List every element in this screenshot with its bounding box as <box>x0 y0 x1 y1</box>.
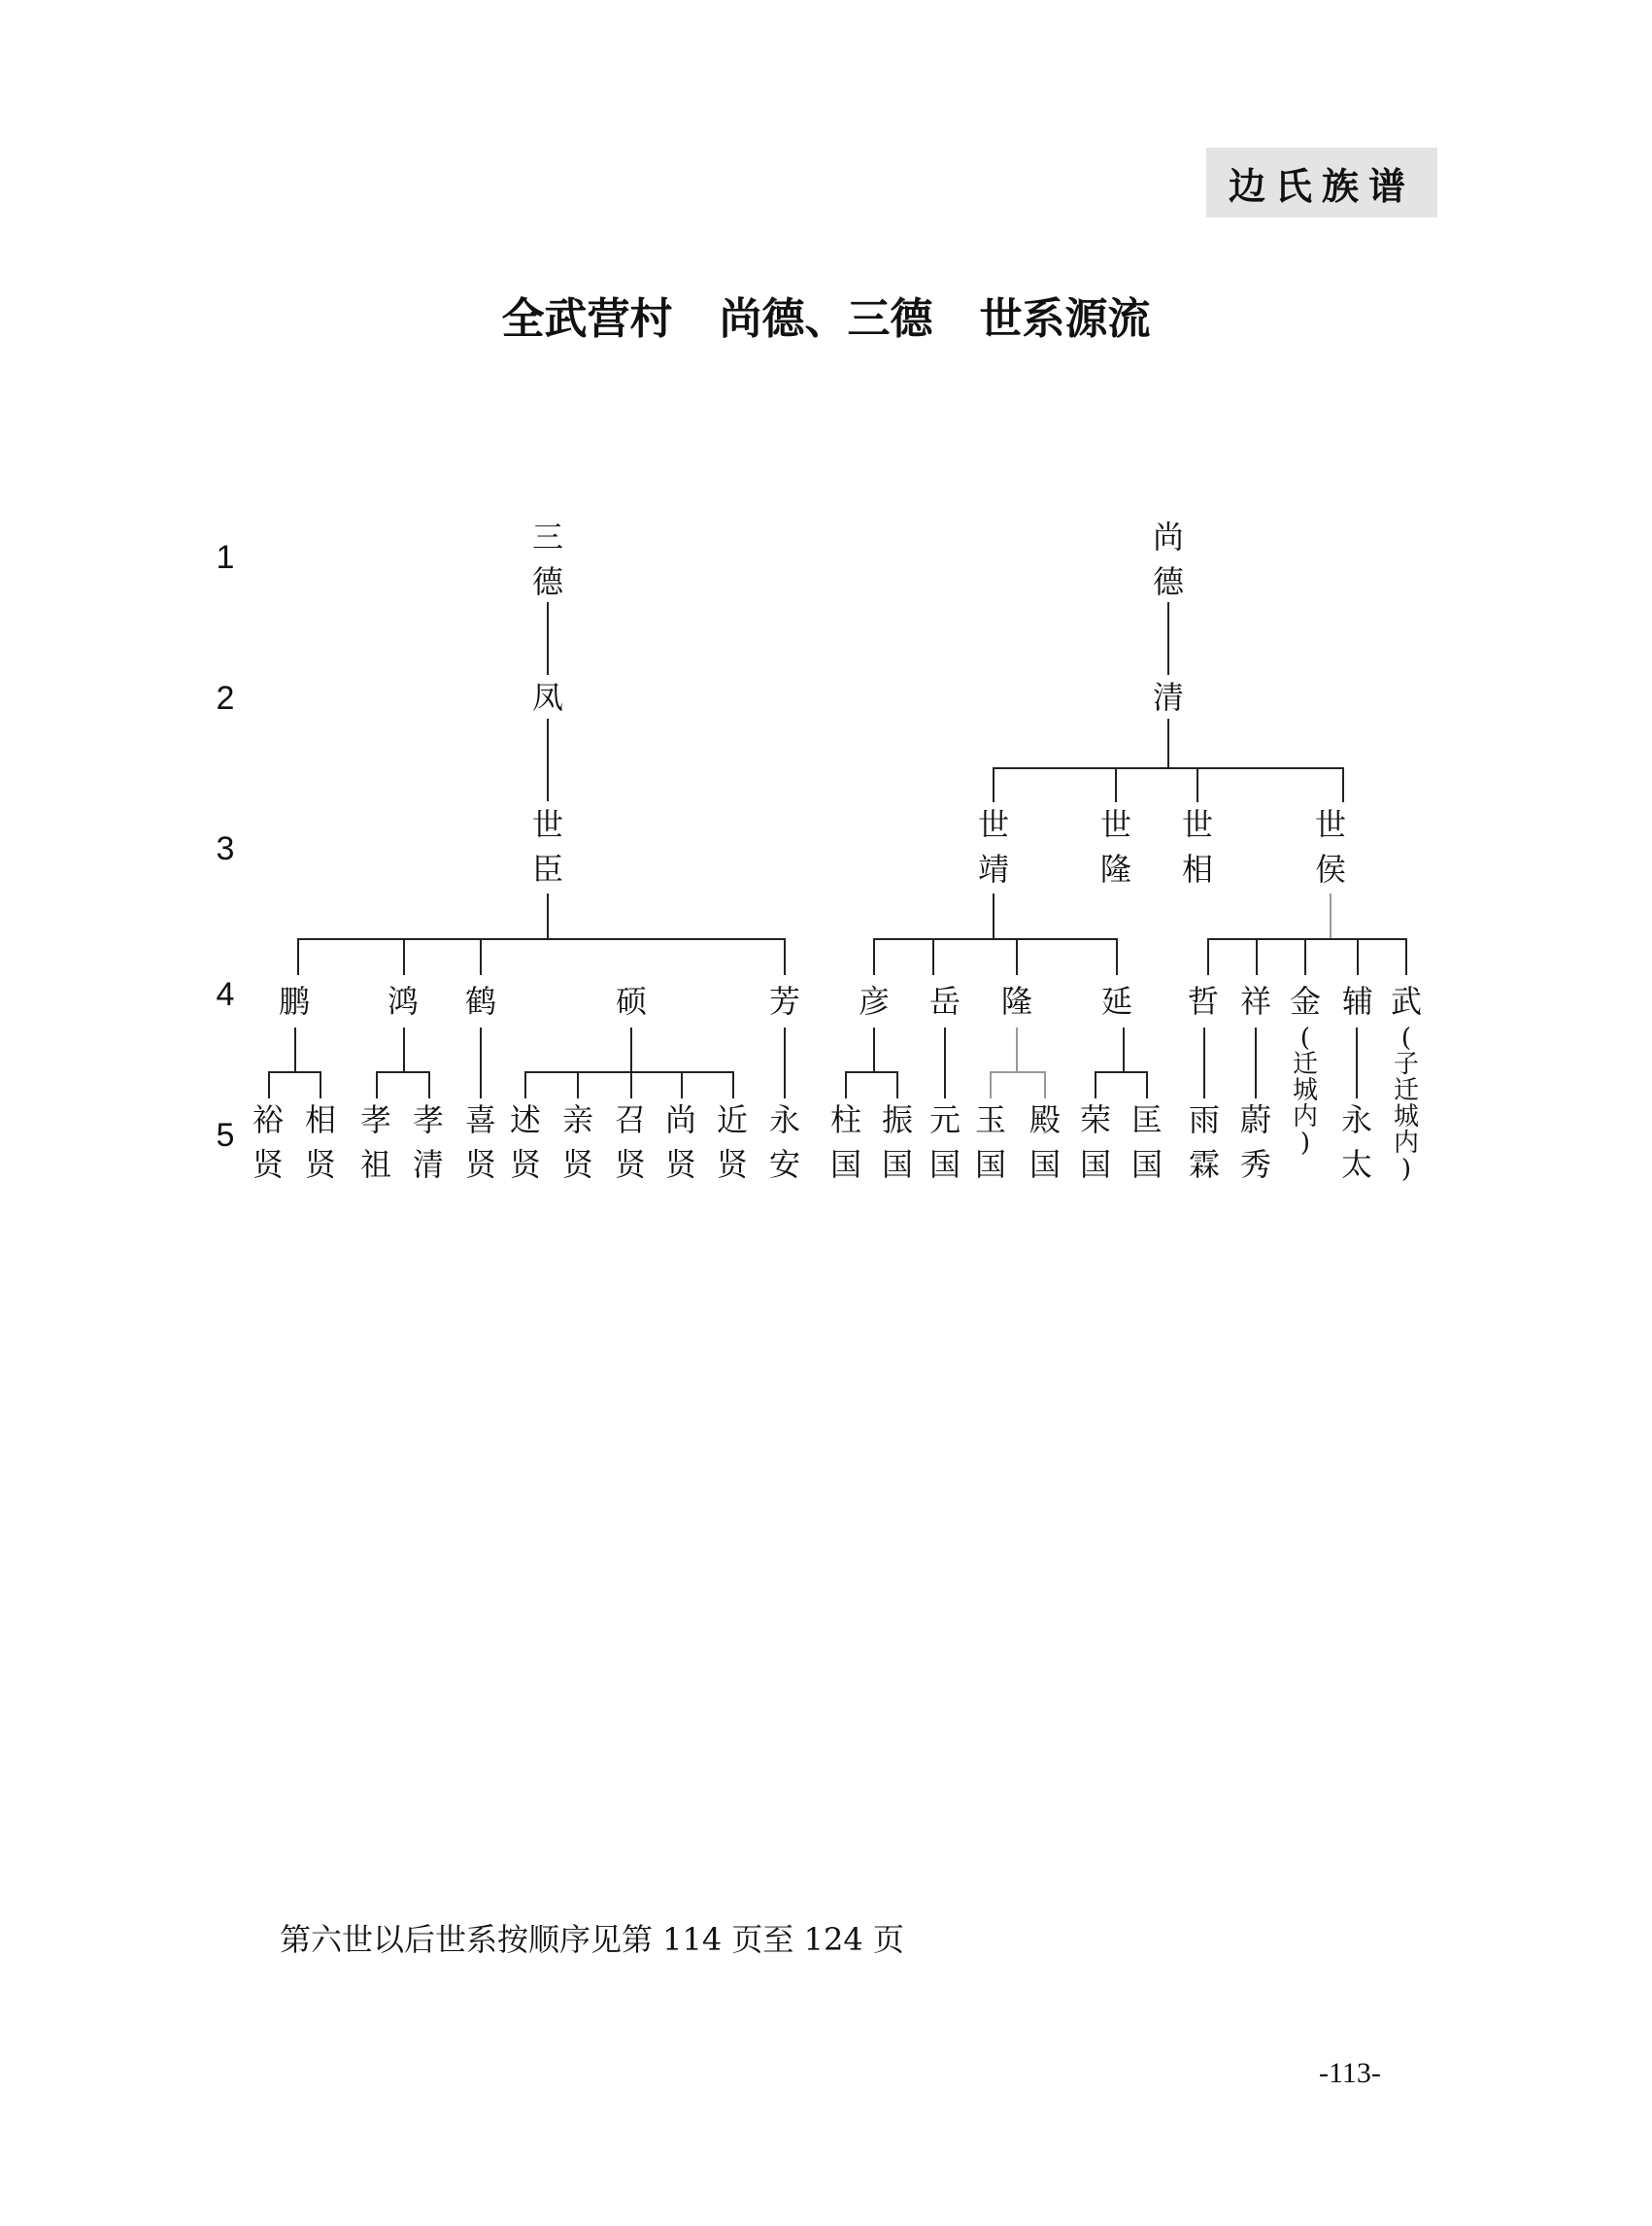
person-fang: 芳 <box>768 983 800 1020</box>
connector-line <box>547 602 549 675</box>
book-header: 边氏族谱 <box>1206 148 1437 218</box>
connector-line <box>268 1071 270 1098</box>
connector-line <box>732 1071 734 1098</box>
person-yu-lin: 雨 霖 <box>1188 1101 1220 1183</box>
connector-line <box>524 1071 526 1098</box>
person-xi-xian: 喜 贤 <box>464 1101 496 1183</box>
person-yu-guo: 玉 国 <box>974 1101 1006 1183</box>
connector-line <box>1167 602 1169 675</box>
person-yue: 岳 <box>928 983 961 1020</box>
person-shi-long: 世 隆 <box>1099 806 1131 888</box>
connector-line <box>1357 938 1359 975</box>
connector-line <box>1167 719 1169 769</box>
connector-line <box>993 894 995 940</box>
connector-line <box>1405 938 1407 975</box>
title-lineage: 世系源流 <box>979 294 1151 344</box>
person-he: 鹤 <box>464 983 496 1020</box>
person-qing: 清 <box>1152 679 1184 716</box>
connector-line <box>873 938 1118 940</box>
connector-line <box>1115 767 1117 802</box>
connector-line <box>845 1071 847 1098</box>
connector-line <box>376 1071 378 1098</box>
connector-line <box>1016 938 1018 975</box>
generation-2: 2 <box>216 680 235 717</box>
person-wei-xiu: 蔚 秀 <box>1239 1101 1271 1183</box>
person-long: 隆 <box>1000 983 1032 1020</box>
title-village: 全武营村 <box>501 294 673 344</box>
connector-line <box>1207 938 1407 940</box>
page-number: -113- <box>1319 2057 1381 2089</box>
connector-line <box>1197 767 1198 802</box>
connector-line <box>630 1071 632 1098</box>
generation-4: 4 <box>216 976 235 1013</box>
person-qin-xian: 亲 贤 <box>561 1101 593 1183</box>
connector-line <box>681 1071 683 1098</box>
connector-line <box>480 938 482 975</box>
connector-line <box>873 938 875 975</box>
person-yan2: 延 <box>1100 983 1132 1020</box>
person-shang-xian: 尚 贤 <box>664 1101 696 1183</box>
connector-line <box>403 938 405 975</box>
person-fu: 辅 <box>1341 983 1373 1020</box>
person-shi-chen: 世 臣 <box>531 806 563 888</box>
connector-line <box>1330 894 1332 940</box>
connector-line <box>1203 1028 1205 1098</box>
connector-line <box>1146 1071 1148 1098</box>
connector-line <box>1207 938 1209 975</box>
footnote: 第六世以后世系按顺序见第 114 页至 124 页 <box>280 1921 904 1958</box>
person-dian-guo: 殿 国 <box>1028 1101 1061 1183</box>
title-ancestors: 尚德、三德 <box>719 294 933 344</box>
person-rong-guo: 荣 国 <box>1079 1101 1111 1183</box>
connector-line <box>784 938 786 975</box>
person-feng: 凤 <box>531 679 563 716</box>
connector-line <box>547 894 549 940</box>
connector-line <box>1095 1071 1148 1073</box>
connector-line <box>993 767 1344 769</box>
person-wu: 武 <box>1390 983 1422 1020</box>
connector-line <box>932 938 934 975</box>
person-xiao-qing: 孝 清 <box>412 1101 444 1183</box>
connector-line <box>1255 1028 1257 1098</box>
person-shi-xiang: 世 相 <box>1181 806 1213 888</box>
connector-line <box>1304 938 1306 975</box>
person-xiao-zu: 孝 祖 <box>359 1101 391 1183</box>
generation-5: 5 <box>216 1117 235 1154</box>
person-xiang: 祥 <box>1239 983 1271 1020</box>
connector-line <box>1095 1071 1096 1098</box>
connector-line <box>1016 1028 1018 1073</box>
connector-line <box>896 1071 898 1098</box>
person-zhe: 哲 <box>1187 983 1219 1020</box>
person-yong-tai: 永 太 <box>1340 1101 1372 1183</box>
connector-line <box>1256 938 1258 975</box>
generation-3: 3 <box>216 830 235 867</box>
person-yu-xian: 裕 贤 <box>252 1101 284 1183</box>
connector-line <box>784 1028 786 1098</box>
page-title <box>0 284 1652 346</box>
connector-line <box>268 1071 321 1073</box>
person-kuang-guo: 匡 国 <box>1130 1101 1163 1183</box>
person-zhao-xian: 召 贤 <box>614 1101 646 1183</box>
person-zhu-guo: 柱 国 <box>829 1101 861 1183</box>
connector-line <box>1123 1028 1125 1073</box>
connector-line <box>297 938 299 975</box>
note-jin-moved: ( 迁 城 内 ) <box>1292 1024 1318 1158</box>
connector-line <box>990 1071 1046 1073</box>
person-shu-xian: 述 贤 <box>509 1101 541 1183</box>
person-shuo: 硕 <box>615 983 647 1020</box>
person-san-de: 三 德 <box>531 519 563 600</box>
person-jin-xian: 近 贤 <box>716 1101 748 1183</box>
connector-line <box>294 1028 296 1073</box>
person-jin: 金 <box>1289 983 1321 1020</box>
person-xiang-xian: 相 贤 <box>304 1101 336 1183</box>
person-shang-de: 尚 德 <box>1152 519 1184 600</box>
connector-line <box>1356 1028 1358 1098</box>
connector-line <box>630 1028 632 1073</box>
connector-line <box>403 1028 405 1073</box>
connector-line <box>428 1071 430 1098</box>
connector-line <box>547 719 549 801</box>
connector-line <box>1044 1071 1046 1098</box>
connector-line <box>524 1071 734 1073</box>
person-shi-hou: 世 侯 <box>1314 806 1346 888</box>
connector-line <box>873 1028 875 1073</box>
person-peng: 鹏 <box>278 983 310 1020</box>
person-yan: 彦 <box>858 983 890 1020</box>
person-shi-jing: 世 靖 <box>977 806 1009 888</box>
connector-line <box>320 1071 321 1098</box>
person-yong-an: 永 安 <box>768 1101 800 1183</box>
connector-line <box>944 1028 946 1098</box>
generation-1: 1 <box>216 539 235 576</box>
connector-line <box>993 767 995 802</box>
person-zhen-guo: 振 国 <box>881 1101 913 1183</box>
connector-line <box>845 1071 898 1073</box>
person-hong: 鸿 <box>387 983 419 1020</box>
person-yuan-guo: 元 国 <box>928 1101 961 1183</box>
connector-line <box>1116 938 1118 975</box>
note-wu-moved: ( 子 迁 城 内 ) <box>1393 1024 1419 1184</box>
connector-line <box>376 1071 430 1073</box>
connector-line <box>577 1071 579 1098</box>
connector-line <box>990 1071 992 1098</box>
connector-line <box>1342 767 1344 802</box>
connector-line <box>480 1028 482 1098</box>
connector-line <box>297 938 786 940</box>
